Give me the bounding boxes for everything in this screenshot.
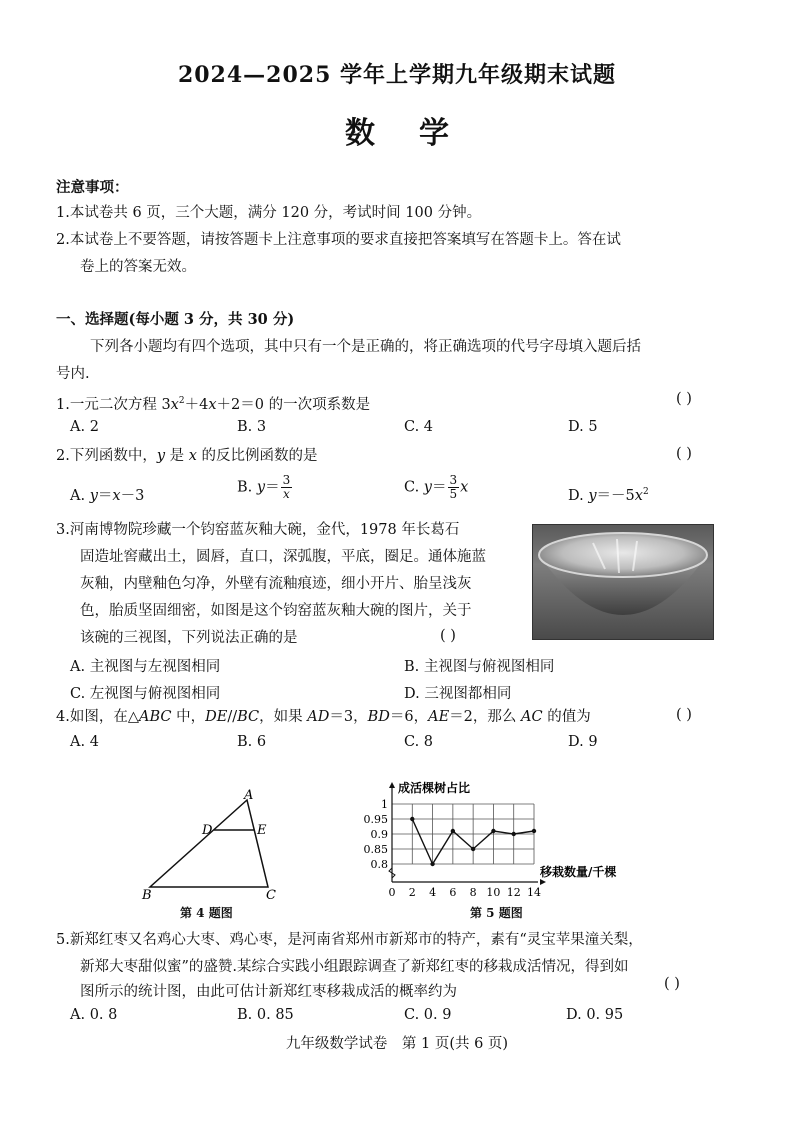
x-tick-label-5: 10 (486, 886, 501, 899)
q2-option-a (70, 484, 144, 505)
q4-option-d: D. 9 (568, 734, 598, 750)
q1-var-x: x (170, 396, 179, 413)
data-point-1 (430, 862, 434, 866)
q4-answer-paren: ( ) (676, 707, 692, 723)
section-intro-line-1: 下列各小题均有四个选项，其中只有一个是正确的，将正确选项的代号字母填入题后括 (90, 339, 641, 355)
data-point-3 (471, 847, 475, 851)
bowl-photo (532, 524, 714, 640)
x-tick-label-4: 8 (469, 886, 477, 899)
bowl-illustration (533, 525, 713, 639)
chart-ticks (364, 798, 542, 899)
q3-line-3: 灰釉，内壁釉色匀净，外壁有流釉痕迹，细小开片、胎呈浅灰 (80, 576, 472, 592)
q1-text-b: ＋4 (184, 396, 209, 413)
section-heading: 一、选择题(每小题 3 分，共 30 分) (56, 311, 295, 328)
q5-answer-paren: ( ) (664, 976, 680, 992)
triangle-abc (150, 800, 268, 887)
y-tick-label-4: 1 (381, 798, 388, 811)
q5-option-c: C. 0. 9 (404, 1007, 452, 1023)
q2a-label: A. (70, 488, 90, 504)
y-tick-label-3: 0.95 (363, 813, 388, 826)
q2-var-x: x (188, 448, 197, 464)
q2a-y: y (89, 488, 98, 504)
q4-option-a: A. 4 (70, 734, 99, 750)
chart-y-label: 成活棵树占比 (398, 781, 471, 795)
q3-option-a: A. 主视图与左视图相同 (70, 659, 221, 675)
q4-text-f: ＝2，那么 (449, 709, 522, 725)
q5-option-b: B. 0. 85 (237, 1007, 294, 1023)
q3-option-d: D. 三视图都相同 (404, 686, 512, 702)
q1-option-c: C. 4 (404, 419, 434, 435)
q5-line-1: 5.新郑红枣又名鸡心大枣、鸡心枣，是河南省郑州市新郑市的特产，素有“灵宝苹果潼关梨， (56, 932, 643, 948)
q5-option-d: D. 0. 95 (566, 1007, 624, 1023)
notice-item-2-line-2: 卷上的答案无效。 (80, 259, 196, 275)
label-e: E (257, 823, 267, 838)
chart-x-label: 移栽数量/千棵 (540, 865, 617, 879)
notice-item-2-line-1: 2.本试卷上不要答题，请按答题卡上注意事项的要求直接把答案填写在答题卡上。答在试 (56, 232, 621, 248)
q2c-num: 3 (449, 473, 458, 487)
x-tick-label-7: 14 (527, 886, 541, 899)
exam-title: 2024—2025 学年上学期九年级期末试题 (177, 62, 617, 88)
q2b-den: x (283, 487, 290, 501)
q2d-x: x (634, 488, 643, 504)
q4-abc: ABC (139, 709, 172, 725)
x-axis-arrow (540, 879, 546, 885)
question-4-stem (56, 707, 591, 727)
q2b-num: 3 (282, 473, 291, 487)
q2-text-c: 的反比例函数的是 (196, 448, 318, 464)
figure-5-caption: 第 5 题图 (470, 906, 523, 920)
y-tick-label-0: 0.8 (370, 858, 388, 871)
x-tick-label-1: 2 (408, 886, 416, 899)
q2-text-b: 是 (165, 448, 189, 464)
notice-item-1: 1.本试卷共 6 页，三个大题，满分 120 分，考试时间 100 分钟。 (56, 205, 482, 221)
q1-option-a: A. 2 (70, 419, 99, 435)
q5-line-3: 图所示的统计图，由此可估计新郑红枣移栽成活的概率约为 (80, 984, 457, 1000)
q4-ae: AE (428, 709, 450, 725)
notice-heading: 注意事项： (56, 179, 129, 196)
q4-text-e: ＝6， (389, 709, 429, 725)
q2c-x: x (460, 479, 469, 496)
figure-4-caption: 第 4 题图 (180, 906, 233, 920)
label-d: D (202, 823, 213, 838)
q3-line-1: 3.河南博物院珍藏一个钧窑蓝灰釉大碗，金代，1978 年长葛石 (56, 522, 460, 538)
q1-var-x2: x (208, 396, 217, 413)
data-point-0 (410, 817, 414, 821)
q4-text-b: 中， (171, 709, 206, 725)
q2b-fraction (281, 474, 293, 501)
survival-rate-chart (354, 780, 654, 902)
x-tick-label-6: 12 (506, 886, 521, 899)
q2c-den: 5 (449, 487, 458, 501)
q2d-y: y (588, 488, 597, 504)
q4-text-c: ，如果 (259, 709, 308, 725)
q4-option-b: B. 6 (237, 734, 267, 750)
section-intro-line-2: 号内. (56, 366, 90, 382)
q4-ac: AC (521, 709, 543, 725)
x-tick-label-2: 4 (429, 886, 437, 899)
y-tick-label-2: 0.9 (370, 828, 388, 841)
q4-parallel: // (227, 709, 238, 725)
q2-answer-paren: ( ) (676, 446, 692, 462)
label-b: B (142, 888, 152, 903)
question-1-stem (56, 391, 370, 415)
q3-option-c: C. 左视图与俯视图相同 (70, 686, 221, 702)
q2c-label: C. (404, 479, 424, 496)
q2d-exp: 2 (642, 487, 649, 498)
label-c: C (266, 888, 276, 903)
q2-option-c (404, 474, 468, 501)
q4-text-d: ＝3， (329, 709, 368, 725)
q2b-label: B. (237, 479, 257, 496)
q1-exp: 2 (178, 396, 185, 406)
x-tick-label-3: 6 (449, 886, 457, 899)
q2-var-y: y (156, 448, 166, 464)
q2a-rest: －3 (120, 488, 145, 504)
q1-option-d: D. 5 (568, 419, 598, 435)
q2b-eq: ＝ (265, 479, 280, 496)
q4-bd: BD (367, 709, 390, 725)
q2a-x: x (112, 488, 121, 504)
q2-option-d (568, 484, 649, 505)
q2-option-b (237, 474, 293, 501)
data-point-2 (451, 829, 455, 833)
q3-answer-paren: ( ) (440, 628, 456, 644)
q4-text-a: 4.如图，在△ (56, 709, 139, 725)
q4-option-c: C. 8 (404, 734, 434, 750)
data-point-4 (491, 829, 495, 833)
q1-answer-paren: ( ) (676, 391, 692, 407)
q5-option-a: A. 0. 8 (70, 1007, 118, 1023)
page-footer: 九年级数学试卷 第 1 页(共 6 页) (285, 1036, 509, 1052)
q5-line-2: 新郑大枣甜似蜜”的盛赞.某综合实践小组跟踪调查了新郑红枣的移栽成活情况，得到如 (80, 959, 629, 975)
q3-line-4: 色，胎质坚固细密，如图是这个钧窑蓝灰釉大碗的图片，关于 (80, 603, 472, 619)
q3-line-5: 该碗的三视图，下列说法正确的是 (80, 630, 298, 646)
x-tick-label-0: 0 (388, 886, 396, 899)
q4-bc: BC (237, 709, 260, 725)
q4-ad: AD (307, 709, 330, 725)
q2c-eq: ＝ (432, 479, 447, 496)
q3-option-b: B. 主视图与俯视图相同 (404, 659, 555, 675)
q1-text-a: 1.一元二次方程 3 (56, 396, 171, 413)
q1-text-c: ＋2＝0 的一次项系数是 (216, 396, 371, 413)
data-point-5 (512, 832, 516, 836)
q2-text-a: 2.下列函数中， (56, 448, 157, 464)
q2a-eq: ＝ (97, 488, 113, 504)
question-2-stem (56, 446, 318, 466)
q2c-y: y (423, 479, 432, 496)
q2c-fraction (448, 474, 460, 501)
y-axis-arrow (389, 782, 395, 788)
data-point-6 (532, 829, 536, 833)
q1-option-b: B. 3 (237, 419, 267, 435)
triangle-figure (130, 785, 290, 903)
subject-title: 数学 (345, 116, 493, 151)
q2d-eq: ＝－5 (596, 488, 635, 504)
q2d-label: D. (568, 488, 589, 504)
q4-text-g: 的值为 (542, 709, 591, 725)
y-tick-label-1: 0.85 (363, 843, 388, 856)
q4-de: DE (205, 709, 228, 725)
q3-line-2: 固造址窖藏出土，圆唇，直口，深弧腹，平底，圈足。通体施蓝 (80, 549, 486, 565)
q2b-y: y (256, 479, 266, 496)
label-a: A (244, 788, 254, 803)
